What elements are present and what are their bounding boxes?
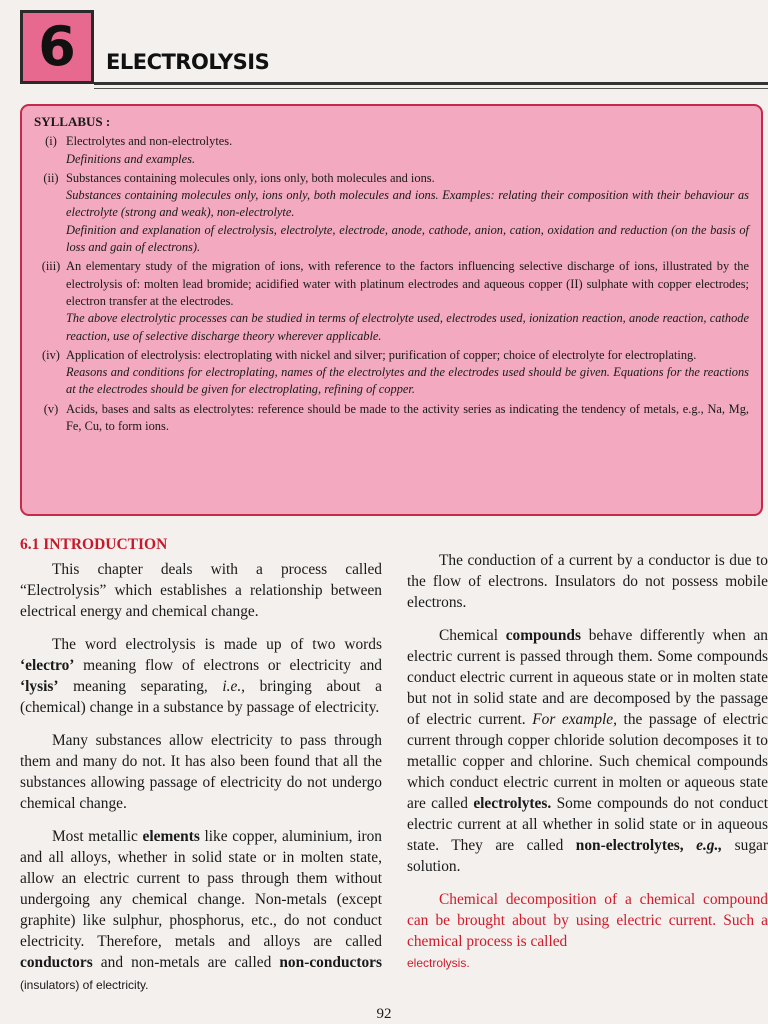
chapter-number: 6 [38,15,76,78]
paragraph: The word electrolysis is made up of two words ‘electro’ meaning flow of electrons or electricity and ‘lysis’ meaning separating, i.e., bringing about a (chemical) change in a substance by passage of electricity. [20,636,382,716]
syllabus-line: Electrolytes and non-electrolytes. [66,134,233,149]
syllabus-line: An elementary study of the migration of ions, with reference to the factors influencing selective discharge of ions, illustrated by the electrolysis of: molten lead bromide; acidified water with platinum electrodes and aqueous copper (II) sulphate with copper electrodes; electron transfer at the electrodes. [66,259,749,308]
syllabus-item-number: (i) [45,134,57,149]
syllabus-item-body [66,133,749,168]
chapter-number-box [20,10,94,84]
syllabus-box [20,104,763,516]
paragraph: Chemical compounds behave differently when an electric current is passed through them. Some compounds conduct electric current in aqueous state or in molten state but not in solid state and are decomposed by the passage of electric current. For example, the passage of electric current through copper chloride solution decomposes it to metallic copper and chlorine. Such chemical compounds which conduct electric current in molten or aqueous state are called electrolytes. Some compounds do not conduct electric current at all whether in solid state or in aqueous state. They are called non-electrolytes, e.g., sugar solution. [407,627,768,875]
syllabus-line: Definition and explanation of electrolysis, electrolyte, electrode, anode, cathode, anion, cation, oxidation and reduction (on the basis of loss and gain of electrons). [66,222,749,255]
syllabus-item-number: (iii) [41,259,61,274]
syllabus-line: The above electrolytic processes can be studied in terms of electrolyte used, electrodes used, ionization reaction, anode reaction, cathode reaction, use of selective discharge theory wherever applicable. [66,311,749,343]
syllabus-item-body [66,401,749,436]
paragraph: This chapter deals with a process called “Electrolysis” which establishes a relationship between electrical energy and chemical change. [20,561,382,620]
page-number: 92 [376,1006,392,1022]
syllabus-item [34,170,749,256]
header-rule [94,82,768,85]
syllabus-item [34,133,749,168]
syllabus-item-body [66,258,749,344]
syllabus-item [34,401,749,436]
header-rule-thin [94,88,768,89]
syllabus-list [34,133,749,435]
syllabus-item-body [66,170,749,256]
syllabus-line: Substances containing molecules only, ions only, both molecules and ions. Examples: relating their composition with their behaviour as electrolyte (strong and weak), non-electrolyte. [66,188,749,220]
paragraph-highlight: Chemical decomposition of a chemical compound can be brought about by using electric current. Such a chemical process is called electrolysis. [407,891,768,970]
syllabus-line: Definitions and examples. [66,151,196,166]
paragraph: Many substances allow electricity to pass through them and many do not. It has also been found that all the substances allowing passage of electricity do not undergo chemical change. [20,732,382,812]
syllabus-item [34,347,749,399]
syllabus-item [34,258,749,344]
syllabus-item-body [66,347,749,399]
left-column [20,534,382,1008]
chapter-title: ELECTROLYSIS [106,50,270,74]
syllabus-line: Substances containing molecules only, ions only, both molecules and ions. [66,170,435,185]
paragraph: The conduction of a current by a conductor is due to the flow of electrons. Insulators do not possess mobile electrons. [407,552,768,611]
section-heading: 6.1 INTRODUCTION [20,536,168,553]
syllabus-item-number: (v) [43,401,59,416]
syllabus-line: Application of electrolysis: electroplating with nickel and silver; purification of copper; choice of electrolyte for electroplating. [66,347,697,362]
syllabus-title: SYLLABUS : [34,114,111,129]
paragraph: Most metallic elements like copper, aluminium, iron and all alloys, whether in solid state or in molten state, allow an electric current to pass through them without undergoing any chemical change. Non-metals (except graphite) like sulphur, phosphorus, etc., do not conduct electricity. Therefore, metals and alloys are called conductors and non-metals are called non-conductors (insulators) of electricity. [20,828,382,992]
syllabus-line: Reasons and conditions for electroplating, names of the electrolytes and the electrodes used should be given. Equations for the reactions at the electrodes should be given for electroplating, refining of copper. [66,365,749,397]
syllabus-item-number: (iv) [42,347,60,362]
syllabus-item-number: (ii) [43,170,59,185]
syllabus-line: Acids, bases and salts as electrolytes: reference should be made to the activity series as indicating the tendency of metals, e.g., Na, Mg, Fe, Cu, to form ions. [66,401,749,434]
right-column [407,550,768,986]
